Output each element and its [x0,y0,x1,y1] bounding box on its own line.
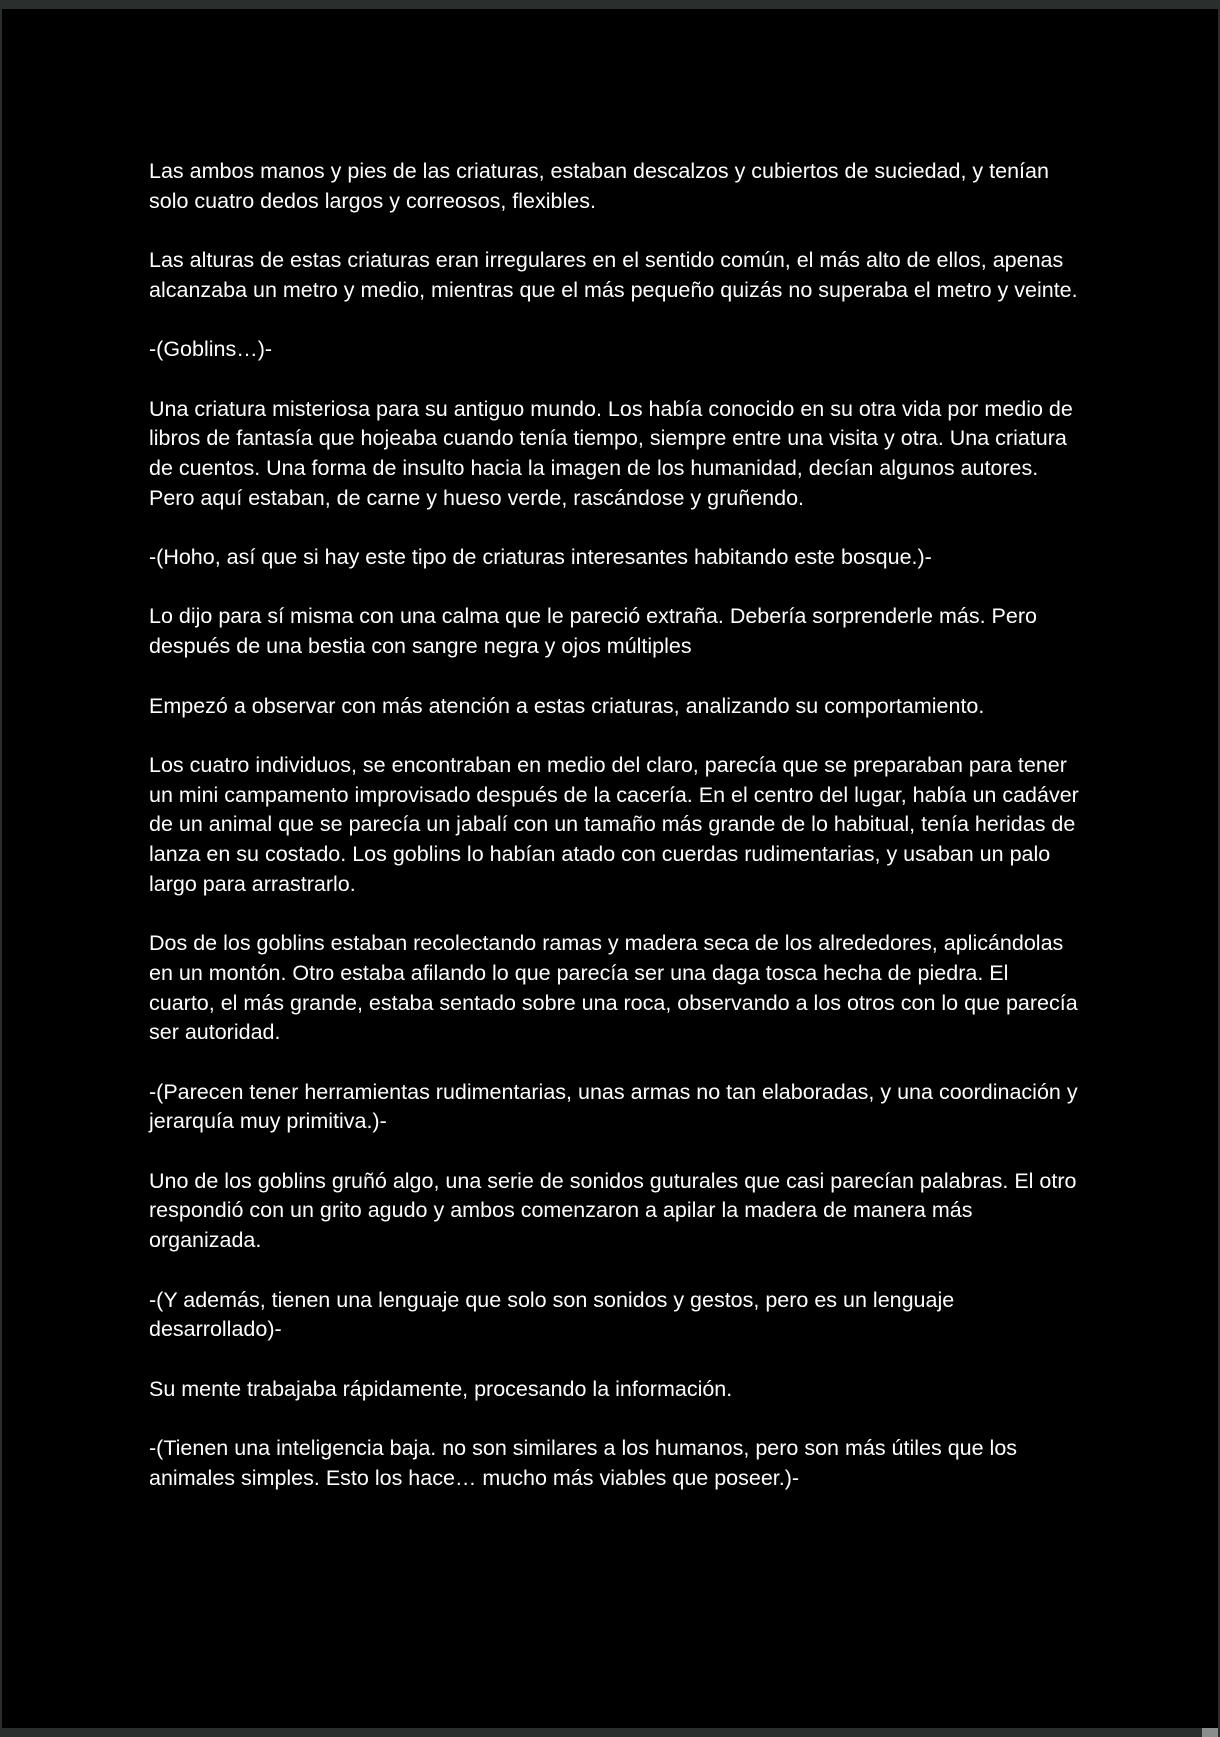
paragraph: Las ambos manos y pies de las criaturas, estaban descalzos y cubiertos de suciedad, y tenían solo cuatro dedos largos y correosos, flexibles. [149,159,1049,213]
paragraph: Dos de los goblins estaban recolectando ramas y madera seca de los alrededores, aplicándolas en un montón. Otro estaba afilando lo que parecía ser una daga tosca hecha de piedra. El cuarto, el más grande, estaba sentado sobre una roca, observando a los otros con lo que parecía ser autoridad. [149,931,1078,1045]
scrollbar-corner[interactable] [1202,1728,1218,1737]
paragraph: Uno de los goblins gruñó algo, una serie de sonidos guturales que casi parecían palabras. El otro respondió con un grito agudo y ambos comenzaron a apilar la madera de manera más organizada. [149,1168,1077,1253]
paragraph: -(Parecen tener herramientas rudimentarias, unas armas no tan elaboradas, y una coordinación y jerarquía muy primitiva.)- [149,1079,1078,1134]
page-content [149,157,1079,1523]
paragraph: -(Goblins…)- [149,337,273,362]
paragraph: -(Y además, tienen una lenguaje que solo son sonidos y gestos, pero es un lenguaje desarrollado)- [149,1287,955,1342]
paragraph: Empezó a observar con más atención a estas criaturas, analizando su comportamiento. [149,693,985,718]
paragraph: Su mente trabajaba rápidamente, procesando la información. [149,1376,733,1401]
paragraph: Lo dijo para sí misma con una calma que le pareció extraña. Debería sorprenderle más. Pero después de una bestia con sangre negra y ojos múltiples [149,604,1037,659]
document-page [2,9,1218,1728]
paragraph: Los cuatro individuos, se encontraban en medio del claro, parecía que se preparaban para tener un mini campamento improvisado después de la cacería. En el centro del lugar, había un cadáver de un animal que se parecía un jabalí con un tamaño más grande de lo habitual, tenía heridas de lanza en su costado. Los goblins lo habían atado con cuerdas rudimentarias, y usaban un palo largo para arrastrarlo. [149,752,1079,896]
paragraph: Una criatura misteriosa para su antiguo mundo. Los había conocido en su otra vida por medio de libros de fantasía que hojeaba cuando tenía tiempo, siempre entre una visita y otra. Una criatura de cuentos. Una forma de insulto hacia la imagen de los humanidad, decían algunos autores. Pero aquí estaban, de carne y hueso verde, rascándose y gruñendo. [149,396,1073,510]
paragraph: -(Hoho, así que si hay este tipo de criaturas interesantes habitando este bosque.)- [149,545,932,570]
paragraph: -(Tienen una inteligencia baja. no son similares a los humanos, pero son más útiles que los animales simples. Esto los hace… mucho más viables que poseer.)- [149,1436,1018,1490]
paragraph: Las alturas de estas criaturas eran irregulares en el sentido común, el más alto de ellos, apenas alcanzaba un metro y medio, mientras que el más pequeño quizás no superaba el metro y veinte. [149,248,1078,302]
